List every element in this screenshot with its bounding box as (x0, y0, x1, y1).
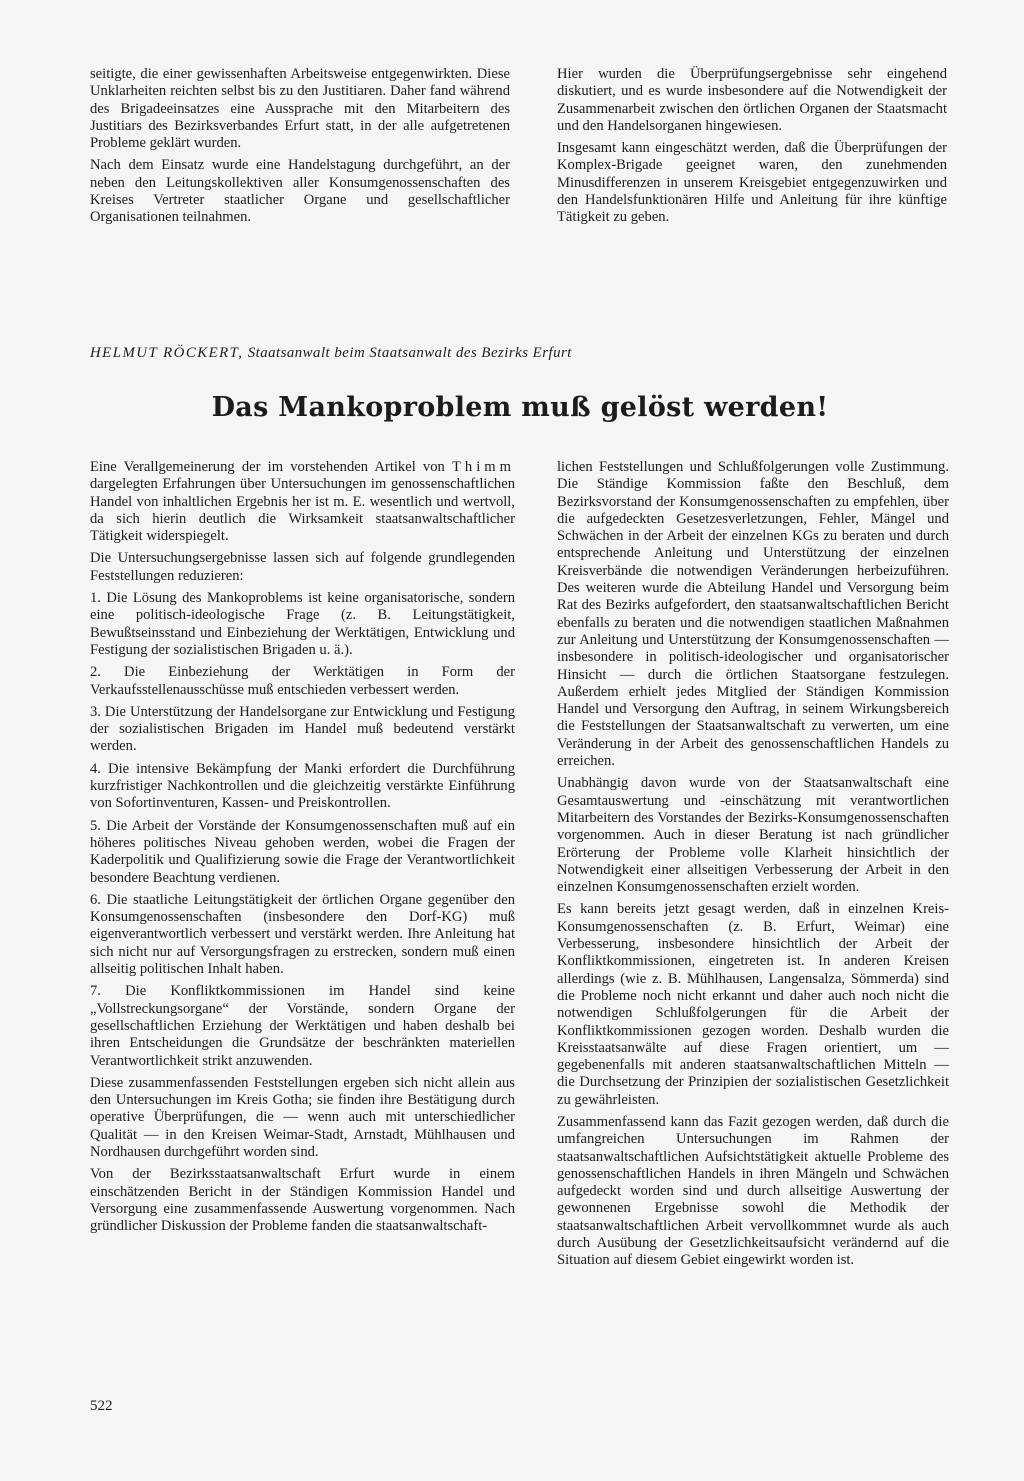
text-run: Eine Verallgemeinerung der im vorstehenden Artikel von (90, 459, 445, 475)
author-name: HELMUT RÖCKERT, (90, 345, 244, 361)
top-left-column (90, 66, 510, 232)
paragraph (90, 459, 515, 545)
paragraph: Insgesamt kann eingeschätzt werden, daß die Überprüfungen der Komplex-Brigade geeignet waren, den zunehmenden Minusdifferenzen in unserem Kreisgebiet entgegenzuwirken und den Handelsfunktionären Hilfe und Anleitung für ihre künftige Tätigkeit zu geben. (557, 140, 947, 226)
paragraph: Diese zusammenfassenden Feststellungen ergeben sich nicht allein aus den Untersuchungen im Kreis Gotha; sie finden ihre Bestätigung durch operative Überprüfungen, die — wenn auch mit unterschiedlicher Qualität — in den Kreisen Weimar-Stadt, Arnstadt, Mühlhausen und Nordhausen durchgeführt worden sind. (90, 1074, 515, 1160)
paragraph: Zusammenfassend kann das Fazit gezogen werden, daß durch die umfangreichen Untersuchungen im Rahmen der staatsanwaltschaftlichen Aufsichtstätigkeit aktuelle Probleme des genossenschaftlichen Handels in ihren Mängeln und Schwächen aufgedeckt worden sind und durch allseitige Auswertung der gewonnenen Ergebnisse sowohl die Methodik der staatsanwaltschaftlichen Arbeit vervollkommnet wurde als auch durch Ausübung der Gesetzlichkeitsaufsicht verändernd auf die Situation auf diesem Gebiet eingewirkt worden ist. (557, 1113, 949, 1269)
page-number: 522 (90, 1398, 113, 1414)
list-item: 5. Die Arbeit der Vorstände der Konsumgenossenschaften muß auf ein höheres politisches Niveau gehoben werden, wobei die Fragen der Kaderpolitik und Qualifizierung sowie die Frage der Verantwortlichkeit besondere Beachtung verdienen. (90, 817, 515, 886)
text-run: dargelegten Erfahrungen über Untersuchungen im genossenschaftlichen Handel von inhaltlichen Ergebnis her ist m. E. wesentlich und wertvoll, da sich hierin deutlich die Wirksamkeit staatsanwaltschaftlicher Tätigkeit widerspiegelt. (90, 476, 515, 545)
paragraph: Die Untersuchungsergebnisse lassen sich auf folgende grundlegenden Feststellungen reduzieren: (90, 550, 515, 584)
article-byline (90, 345, 950, 362)
paragraph: seitigte, die einer gewissenhaften Arbeitsweise entgegenwirkten. Diese Unklarheiten reichten selbst bis zu den Justitiaren. Daher fand während des Brigadeeinsatzes eine Aussprache mit den Mitarbeitern des Justitiars des Bezirksverbandes Erfurt statt, in der alle aufgetretenen Probleme geklärt wurden. (90, 66, 510, 152)
paragraph: lichen Feststellungen und Schlußfolgerungen volle Zustimmung. Die Ständige Kommission faßte den Beschluß, dem Bezirksvorstand der Konsumgenossenschaften zu empfehlen, über die aufgedeckten Gesetzesverletzungen, Fehler, Mängel und Schwächen in der Arbeit der einzelnen KGs zu beraten und durch entsprechende Anleitung und Unterstützung der einzelnen Kreisverbände die notwendigen Veränderungen herbeizuführen. Des weiteren wurde die Abteilung Handel und Versorgung beim Rat des Bezirks aufgefordert, den staatsanwaltschaftlichen Bericht ebenfalls zu beraten und die notwendigen staatlichen Maßnahmen zur Anleitung und Unterstützung der Konsumgenossenschaften — insbesondere in politisch-ideologischer und organisatorischer Hinsicht — durch die örtlichen Staatsorgane festzulegen. Außerdem erhielt jedes Mitglied der Ständigen Kommission Handel und Versorgung den Auftrag, in seinem Wirkungsbereich die Feststellungen der Staatsanwaltschaft zu verwerten, um eine Veränderung in der Arbeit des genossenschaftlichen Handels zu erreichen. (557, 459, 949, 770)
cited-author-name: Thimm (452, 459, 515, 475)
list-item: 1. Die Lösung des Mankoproblems ist keine organisatorische, sondern eine politisch-ideologische Frage (z. B. Leitungstätigkeit, Bewußtseinsstand und Einbeziehung der Werktätigen, Entwicklung und Festigung der sozialistischen Brigaden u. ä.). (90, 590, 515, 658)
list-item: 4. Die intensive Bekämpfung der Manki erfordert die Durchführung kurzfristiger Nachkontrollen und die gleichzeitig verstärkte Einführung von Sofortinventuren, Kassen- und Preiskontrollen. (90, 760, 515, 812)
paragraph: Unabhängig davon wurde von der Staatsanwaltschaft eine Gesamtauswertung und -einschätzung mit verantwortlichen Mitarbeitern des Vorstandes der Bezirks-Konsumgenossenschaften vorgenommen. Auch in dieser Beratung ist nach gründlicher Erörterung der Probleme volle Klarheit hinsichtlich der Notwendigkeit einer allseitigen Verbesserung der Arbeit in den einzelnen Konsumgenossenschaften erzielt worden. (557, 775, 949, 896)
top-right-column (557, 66, 947, 232)
paragraph: Es kann bereits jetzt gesagt werden, daß in einzelnen Kreis-Konsumgenossenschaften (z. B. Erfurt, Weimar) eine Verbesserung, insbesondere hinsichtlich der Arbeit der Konfliktkommissionen, eingetreten ist. In anderen Kreisen allerdings (wie z. B. Mühlhausen, Langensalza, Sömmerda) sind die Probleme noch nicht erkannt und daher auch noch nicht die notwendigen Schlußfolgerungen für die Arbeit der Konfliktkommissionen gezogen worden. Deshalb wurden die Kreisstaatsanwälte auf diese Fragen orientiert, um — gegebenenfalls mit anderen staatsanwaltschaftlichen Mitteln — die Durchsetzung der Prinzipien der sozialistischen Gesetzlichkeit zu gewährleisten. (557, 901, 949, 1108)
paragraph: Nach dem Einsatz wurde eine Handelstagung durchgeführt, an der neben den Leitungskollektiven aller Konsumgenossenschaften des Kreises Vertreter staatlicher Organe und gesellschaftlicher Organisationen teilnahmen. (90, 157, 510, 226)
paragraph: Von der Bezirksstaatsanwaltschaft Erfurt wurde in einem einschätzenden Bericht in der Ständigen Kommission Handel und Versorgung eine zusammenfassende Auswertung vorgenommen. Nach gründlicher Diskussion der Probleme fanden die staatsanwaltschaft- (90, 1166, 515, 1235)
list-item: 2. Die Einbeziehung der Werktätigen in Form der Verkaufsstellenausschüsse muß entschieden verbessert werden. (90, 664, 515, 698)
list-item: 6. Die staatliche Leitungstätigkeit der örtlichen Organe gegenüber den Konsumgenossenschaften (insbesondere den Dorf-KG) muß eigenverantwortlich verbessert und verstärkt werden. Ihre Anleitung hat sich nicht nur auf Versorgungsfragen zu erstrecken, sondern muß einen allseitig politischen Inhalt haben. (90, 891, 515, 978)
article-right-column (557, 459, 949, 1275)
article-left-column (90, 459, 515, 1240)
author-role: Staatsanwalt beim Staatsanwalt des Bezirks Erfurt (247, 345, 572, 361)
list-item: 7. Die Konfliktkommissionen im Handel sind keine „Vollstreckungsorgane“ der Vorstände, sondern Organe der gesellschaftlichen Erziehung der Werktätigen und haben deshalb bei ihren Entscheidungen die Grundsätze der beschränkten materiellen Verantwortlichkeit strikt anzuwenden. (90, 983, 515, 1069)
paragraph: Hier wurden die Überprüfungsergebnisse sehr eingehend diskutiert, und es wurde insbesondere auf die Notwendigkeit der Zusammenarbeit zwischen den örtlichen Organen der Staatsmacht und den Handelsorganen hingewiesen. (557, 66, 947, 134)
list-item: 3. Die Unterstützung der Handelsorgane zur Entwicklung und Festigung der sozialistischen Brigaden im Handel muß bedeutend verstärkt werden. (90, 703, 515, 755)
article-title: Das Mankoproblem muß gelöst werden! (211, 392, 829, 423)
